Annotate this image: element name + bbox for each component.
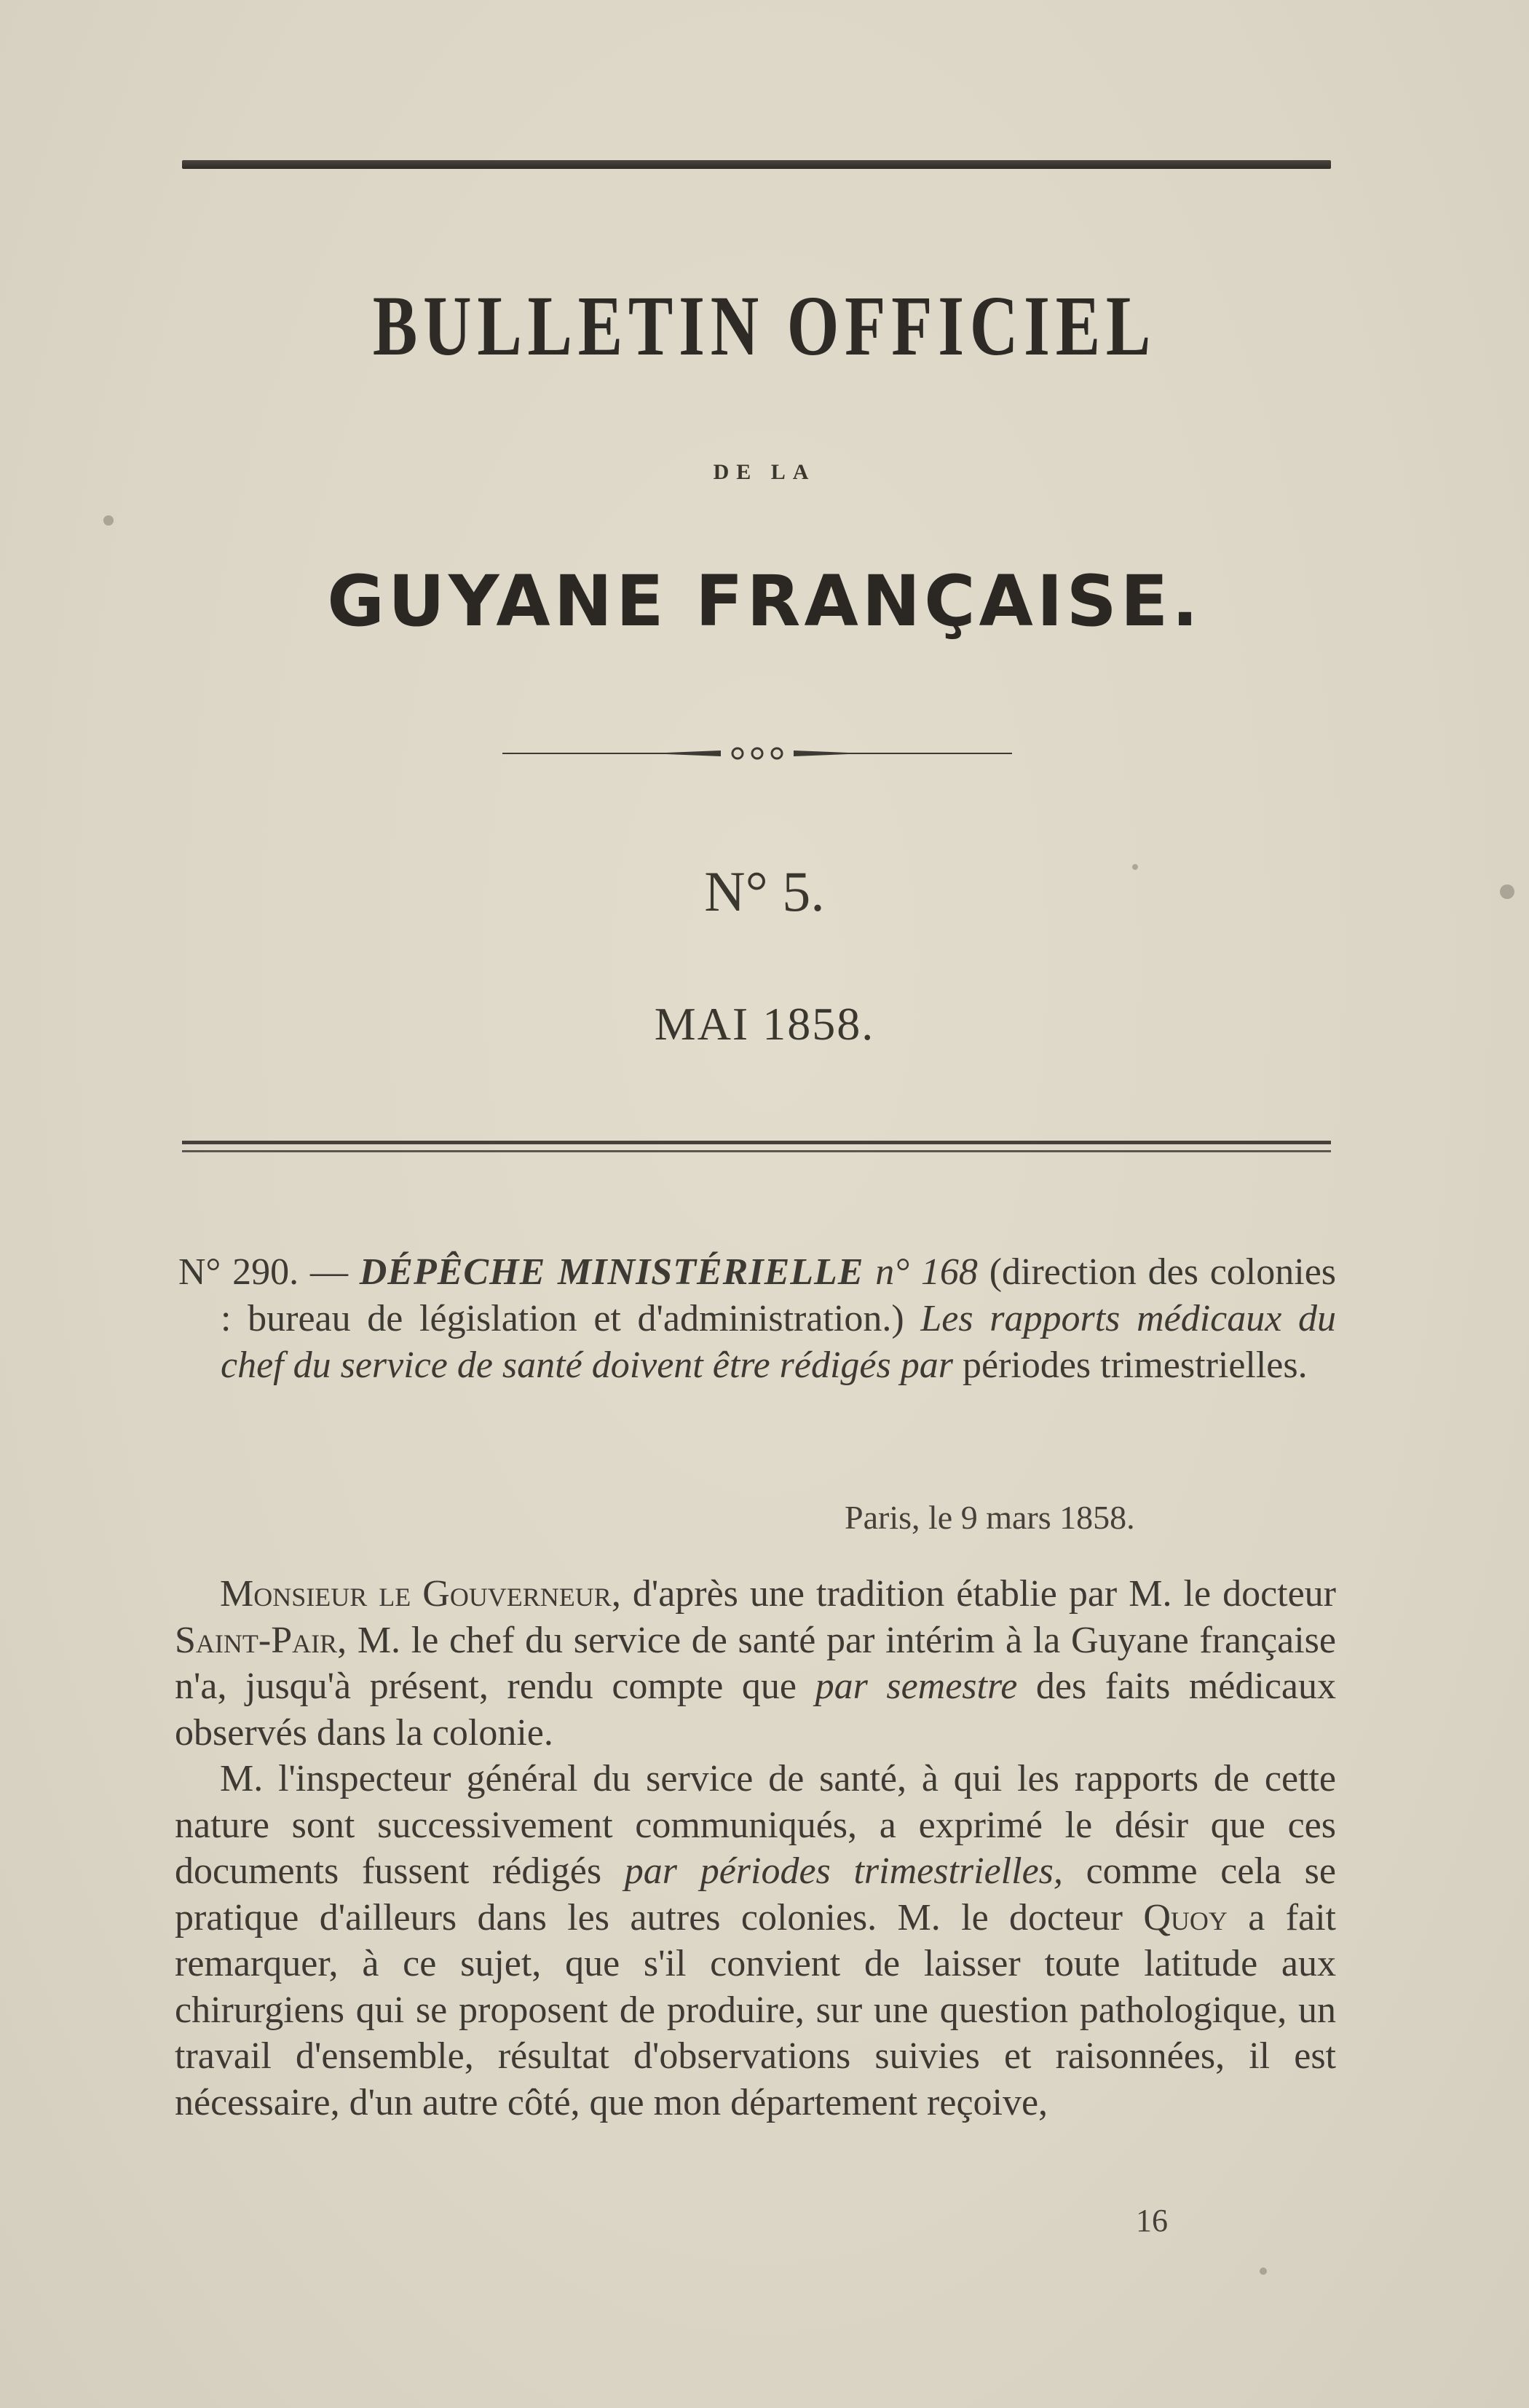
dispatch-department: (direction des colonies : bureau de législation et d'administration.): [221, 1251, 1337, 1339]
title-connector: DE LA: [713, 460, 816, 484]
paragraph-text: M. l'inspecteur général du service de santé, à qui les rapports de cette nature sont successivement communiqués, a exprimé le désir que ces documents fussent rédigés: [175, 1758, 1336, 1892]
emphasis: par périodes trimestrielles,: [624, 1850, 1063, 1892]
dispatch-heading: [178, 1249, 1336, 1389]
paragraph: [175, 1571, 1336, 1756]
dash: —: [309, 1251, 348, 1293]
dispatch-subject: Les rapports médicaux du chef du service de santé doivent être rédigés par: [221, 1298, 1336, 1386]
ornament-divider: [502, 742, 1012, 764]
bulletin-title: BULLETIN OFFICIEL: [372, 278, 1157, 373]
paragraph: [175, 1756, 1336, 2126]
colony-title: GUYANE FRANÇAISE.: [327, 561, 1202, 642]
issue-number: N° 5.: [704, 860, 825, 923]
emphasis: par semestre: [815, 1666, 1018, 1707]
page-folio: 16: [1136, 2203, 1168, 2238]
paper-speck: [103, 515, 114, 526]
person-name: Quoy: [1143, 1896, 1228, 1938]
salutation: Monsieur le Gouverneur: [220, 1573, 612, 1615]
paragraph-text: , M. le chef du service de santé par intérim à la Guyane française n'a, jusqu'à présent, rendu compte que: [175, 1619, 1336, 1707]
paper-speck: [1260, 2268, 1267, 2275]
section-rule: [182, 1141, 1331, 1144]
section-rule: [182, 1150, 1331, 1152]
paragraph-text: a fait remarquer, à ce sujet, que s'il convient de laisser toute latitude aux chirurgiens qui se proposent de produire, sur une question pathologique, un travail d'ensemble, résultat d'observations suivies et raisonnées, il est nécessaire, d'un autre côté, que mon département reçoive,: [175, 1896, 1337, 2123]
person-name: Saint-Pair: [175, 1619, 338, 1661]
paragraph-text: des faits médicaux observés dans la colonie.: [175, 1666, 1336, 1754]
dispatch-ref: n° 168: [875, 1251, 978, 1293]
top-rule: [182, 160, 1331, 169]
place-date: Paris, le 9 mars 1858.: [845, 1499, 1135, 1536]
letter-body: [175, 1571, 1336, 2126]
dispatch-subject-end: périodes trimestrielles.: [962, 1344, 1308, 1386]
paragraph-text: comme cela se pratique d'ailleurs dans les autres colonies. M. le docteur: [175, 1850, 1336, 1938]
dispatch-number: N° 290.: [178, 1251, 299, 1293]
paragraph-text: , d'après une tradition établie par M. le docteur: [611, 1573, 1336, 1615]
issue-date: MAI 1858.: [654, 998, 875, 1050]
dispatch-type: DÉPÊCHE MINISTÉRIELLE: [359, 1251, 864, 1293]
